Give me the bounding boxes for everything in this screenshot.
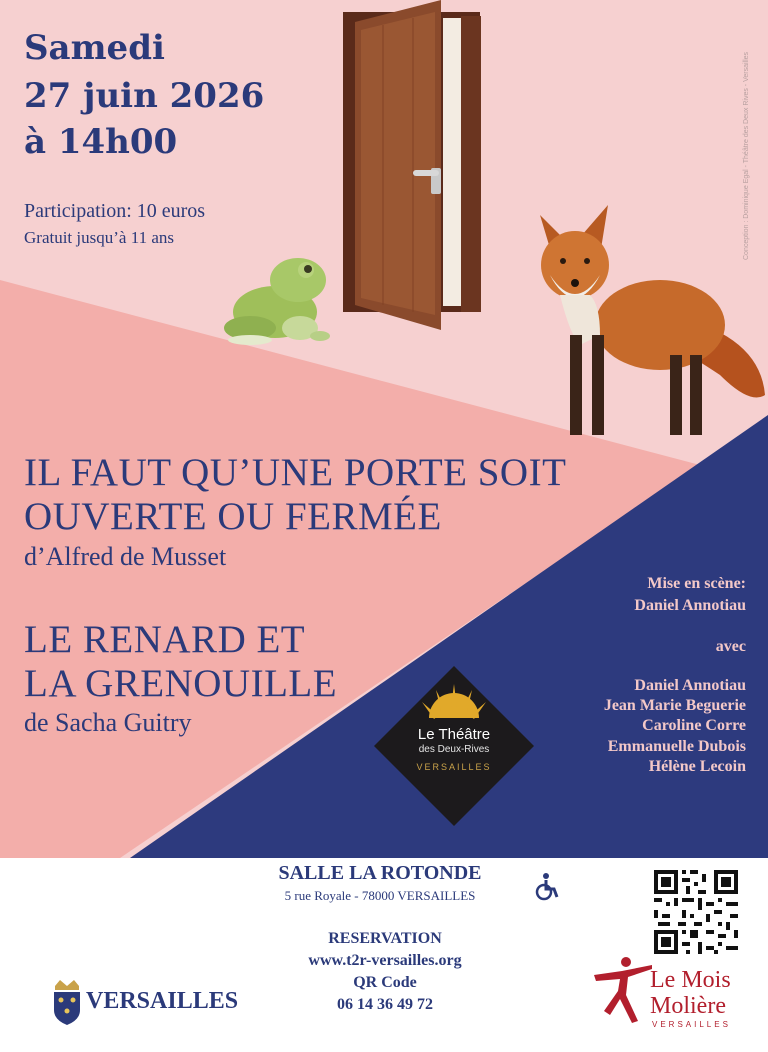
play2-author: de Sacha Guitry	[24, 708, 192, 737]
fox-illustration	[520, 195, 768, 445]
actor-name: Daniel Annotiau	[634, 677, 746, 694]
event-time: à 14h00	[24, 122, 178, 162]
play1-author: d’Alfred de Musset	[24, 542, 227, 571]
versailles-city-logo-text: VERSAILLES	[86, 988, 239, 1014]
moliere-logo-line3: VERSAILLES	[652, 1020, 731, 1029]
wheelchair-icon	[533, 872, 561, 902]
actor-name: Hélène Lecoin	[648, 758, 746, 775]
play2-title-line1: LE RENARD ET	[24, 618, 306, 661]
theatre-logo	[374, 666, 534, 826]
moliere-logo-line1: Le Mois	[650, 967, 731, 993]
design-credit: Conception : Dominique Egal - Théâtre des Deux Rives - Versailles	[743, 51, 750, 260]
actor-name: Caroline Corre	[642, 717, 746, 734]
venue-name: SALLE LA ROTONDE	[278, 862, 482, 884]
event-date: 27 juin 2026	[24, 76, 265, 116]
venue-address: 5 rue Royale - 78000 VERSAILLES	[284, 888, 476, 903]
event-day: Samedi	[24, 28, 165, 68]
reservation-phone: 06 14 36 49 72	[337, 996, 433, 1013]
qr-code-label: QR Code	[353, 974, 417, 991]
play1-title-line1: IL FAUT QU’UNE PORTE SOIT	[24, 451, 567, 494]
play2-title-line2: LA GRENOUILLE	[24, 662, 338, 705]
reservation-label: RESERVATION	[328, 930, 442, 947]
coat-of-arms-icon	[52, 980, 82, 1026]
director-name: Daniel Annotiau	[634, 597, 746, 614]
theatre-logo-city: VERSAILLES	[416, 762, 492, 772]
frog-illustration	[220, 250, 332, 345]
actor-name: Emmanuelle Dubois	[607, 738, 746, 755]
moliere-logo-line2: Molière	[650, 993, 726, 1019]
play1-title-line2: OUVERTE OU FERMÉE	[24, 495, 442, 538]
participation-price: Participation: 10 euros	[24, 200, 206, 222]
with-label: avec	[715, 638, 746, 655]
qr-code[interactable]	[652, 868, 740, 956]
actor-name: Jean Marie Beguerie	[603, 697, 746, 714]
theatre-logo-name: Le Théâtre	[417, 726, 491, 743]
theatre-logo-sub: des Deux-Rives	[418, 744, 490, 755]
reservation-website[interactable]: www.t2r-versailles.org	[308, 952, 462, 969]
direction-label: Mise en scène:	[647, 575, 746, 592]
dancer-icon	[592, 955, 654, 1027]
door-illustration	[343, 0, 485, 335]
free-entry-note: Gratuit jusqu’à 11 ans	[24, 228, 174, 247]
